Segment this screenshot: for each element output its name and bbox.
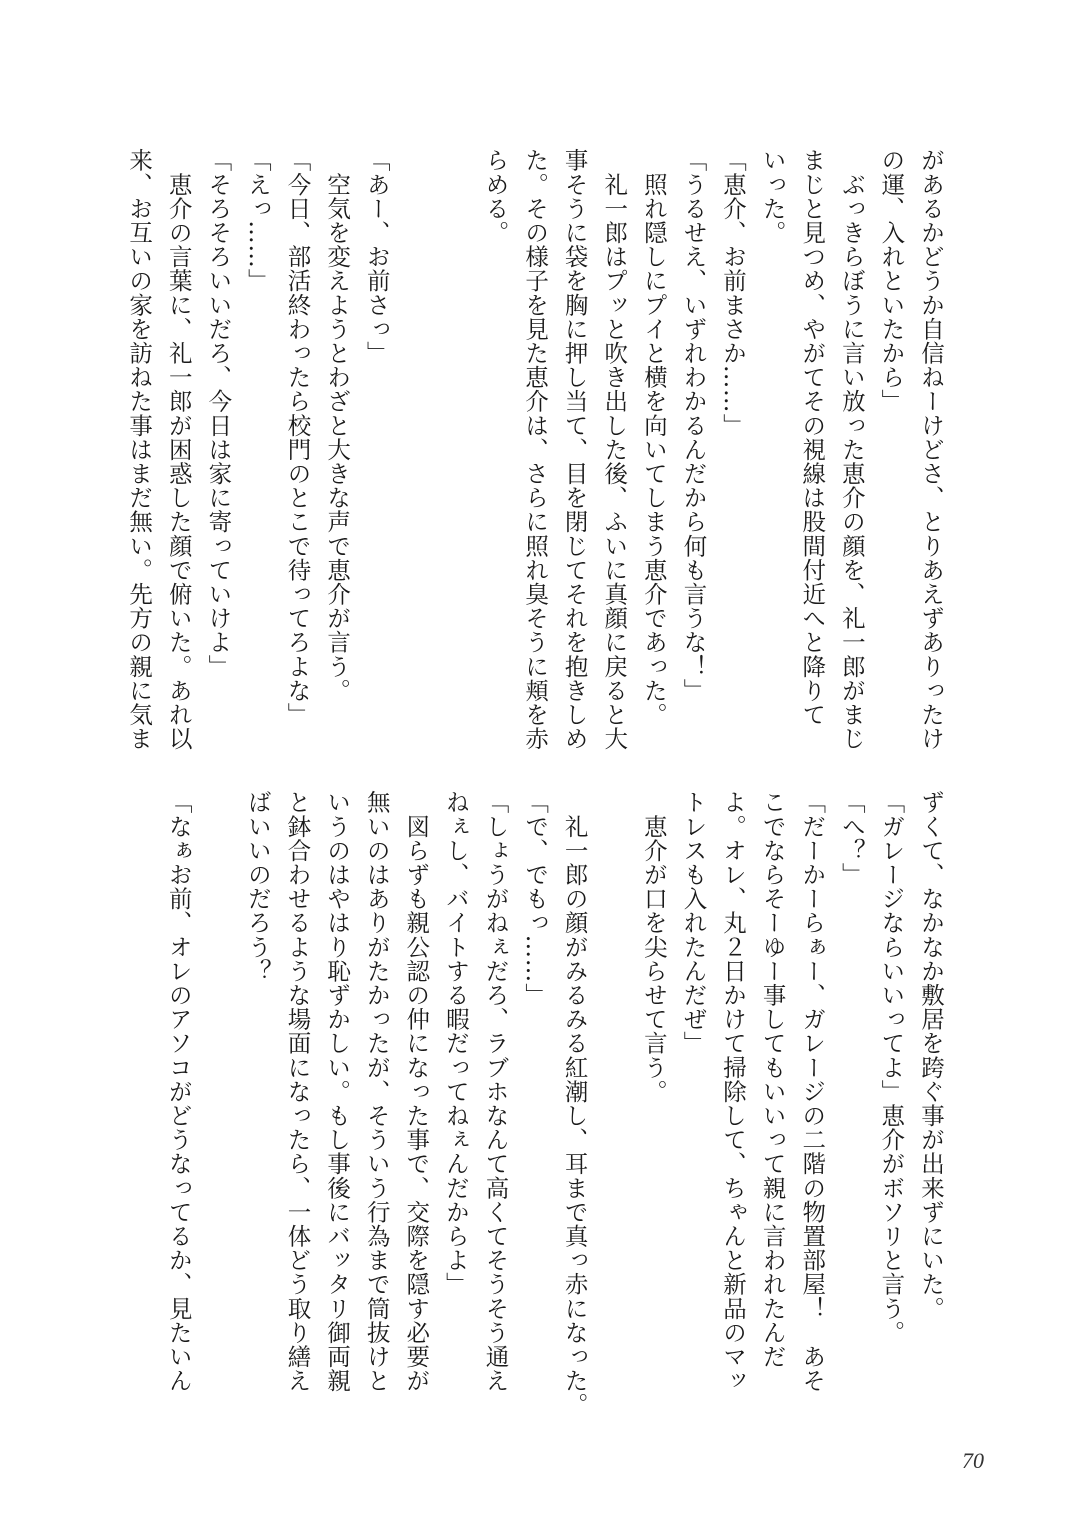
top-line: ぶっきらぼうに言い放った恵介の顔を、礼一郎がまじ bbox=[837, 148, 866, 751]
bottom-line: 「へ？」 bbox=[837, 790, 866, 887]
bottom-line: ねぇし、バイトする暇だってねぇんだからよ」 bbox=[441, 790, 470, 1297]
text-block-bottom bbox=[150, 790, 950, 1417]
bottom-line: いうのはやはり恥ずかしい。もし事後にバッタリ御両親 bbox=[323, 790, 352, 1393]
top-line: いった。 bbox=[758, 148, 787, 245]
top-line: 「そろそろいいだろ、今日は家に寄っていけよ」 bbox=[204, 148, 233, 679]
top-line: 来、お互いの家を訪ねた事はまだ無い。先方の親に気ま bbox=[125, 148, 154, 751]
bottom-line: と鉢合わせるような場面になったら、一体どう取り繕え bbox=[283, 790, 312, 1393]
bottom-line: 「なぁお前、オレのアソコがどうなってるか、見たいん bbox=[164, 790, 193, 1393]
top-line: 礼一郎はプッと吹き出した後、ふいに真顔に戻ると大 bbox=[600, 148, 629, 751]
top-line: 照れ隠しにプイと横を向いてしまう恵介であった。 bbox=[639, 148, 668, 727]
bottom-line: よ。オレ、丸２日かけて掃除して、ちゃんと新品のマッ bbox=[719, 790, 748, 1393]
bottom-line: トレスも入れたんだぜ」 bbox=[679, 790, 708, 1056]
top-line: 「うるせえ、いずれわかるんだから何も言うな！」 bbox=[679, 148, 708, 703]
top-line: 事そうに袋を胸に押し当て、目を閉じてそれを抱きしめ bbox=[560, 148, 589, 751]
bottom-line bbox=[594, 790, 634, 1390]
top-line: 「今日、部活終わったら校門のとこで待ってろよな」 bbox=[283, 148, 312, 727]
bottom-line: 礼一郎の顔がみるみる紅潮し、耳まで真っ赤になった。 bbox=[560, 790, 589, 1417]
top-line: た。その様子を見た恵介は、さらに照れ臭そうに頬を赤 bbox=[521, 148, 550, 751]
bottom-line: 「だーかーらぁー、ガレージの二階の物置部屋！ あそ bbox=[798, 790, 827, 1393]
bottom-line: 恵介が口を尖らせて言う。 bbox=[639, 790, 668, 1104]
top-line: があるかどうか自信ねーけどさ、とりあえずありったけ bbox=[917, 148, 945, 751]
bottom-line: 図らずも親公認の仲になった事で、交際を隠す必要が bbox=[402, 790, 431, 1393]
page-number: 70 bbox=[962, 1448, 984, 1473]
top-line: 「えっ……」 bbox=[243, 148, 272, 293]
bottom-line: 「ガレージならいいってよ」恵介がボソリと言う。 bbox=[877, 790, 906, 1345]
top-line: まじと見つめ、やがてその視線は股間付近へと降りて bbox=[798, 148, 827, 727]
top-line: 「恵介、お前まさか……」 bbox=[719, 148, 748, 438]
top-line: 恵介の言葉に、礼一郎が困惑した顔で俯いた。あれ以 bbox=[164, 148, 193, 751]
bottom-line: 「で、でもっ……」 bbox=[521, 790, 550, 1007]
text-block-top bbox=[125, 148, 950, 751]
top-line: 空気を変えようとわざと大きな声で恵介が言う。 bbox=[323, 148, 352, 703]
bottom-line: 無いのはありがたかったが、そういう行為まで筒抜けと bbox=[362, 790, 391, 1393]
top-line bbox=[435, 148, 475, 748]
bottom-line: こでならそーゆー事してもいいって親に言われたんだ bbox=[758, 790, 787, 1369]
top-line: 「あー、お前さっ」 bbox=[362, 148, 391, 365]
bottom-line bbox=[198, 790, 238, 1390]
top-line: の運、入れといたから」 bbox=[877, 148, 906, 414]
top-line bbox=[396, 148, 436, 748]
top-line: らめる。 bbox=[481, 148, 510, 245]
bottom-line: ばいいのだろう？ bbox=[243, 790, 272, 983]
bottom-line: ずくて、なかなか敷居を跨ぐ事が出来ずにいた。 bbox=[917, 790, 945, 1321]
bottom-line: 「しょうがねぇだろ、ラブホなんて高くてそうそう通え bbox=[481, 790, 510, 1393]
